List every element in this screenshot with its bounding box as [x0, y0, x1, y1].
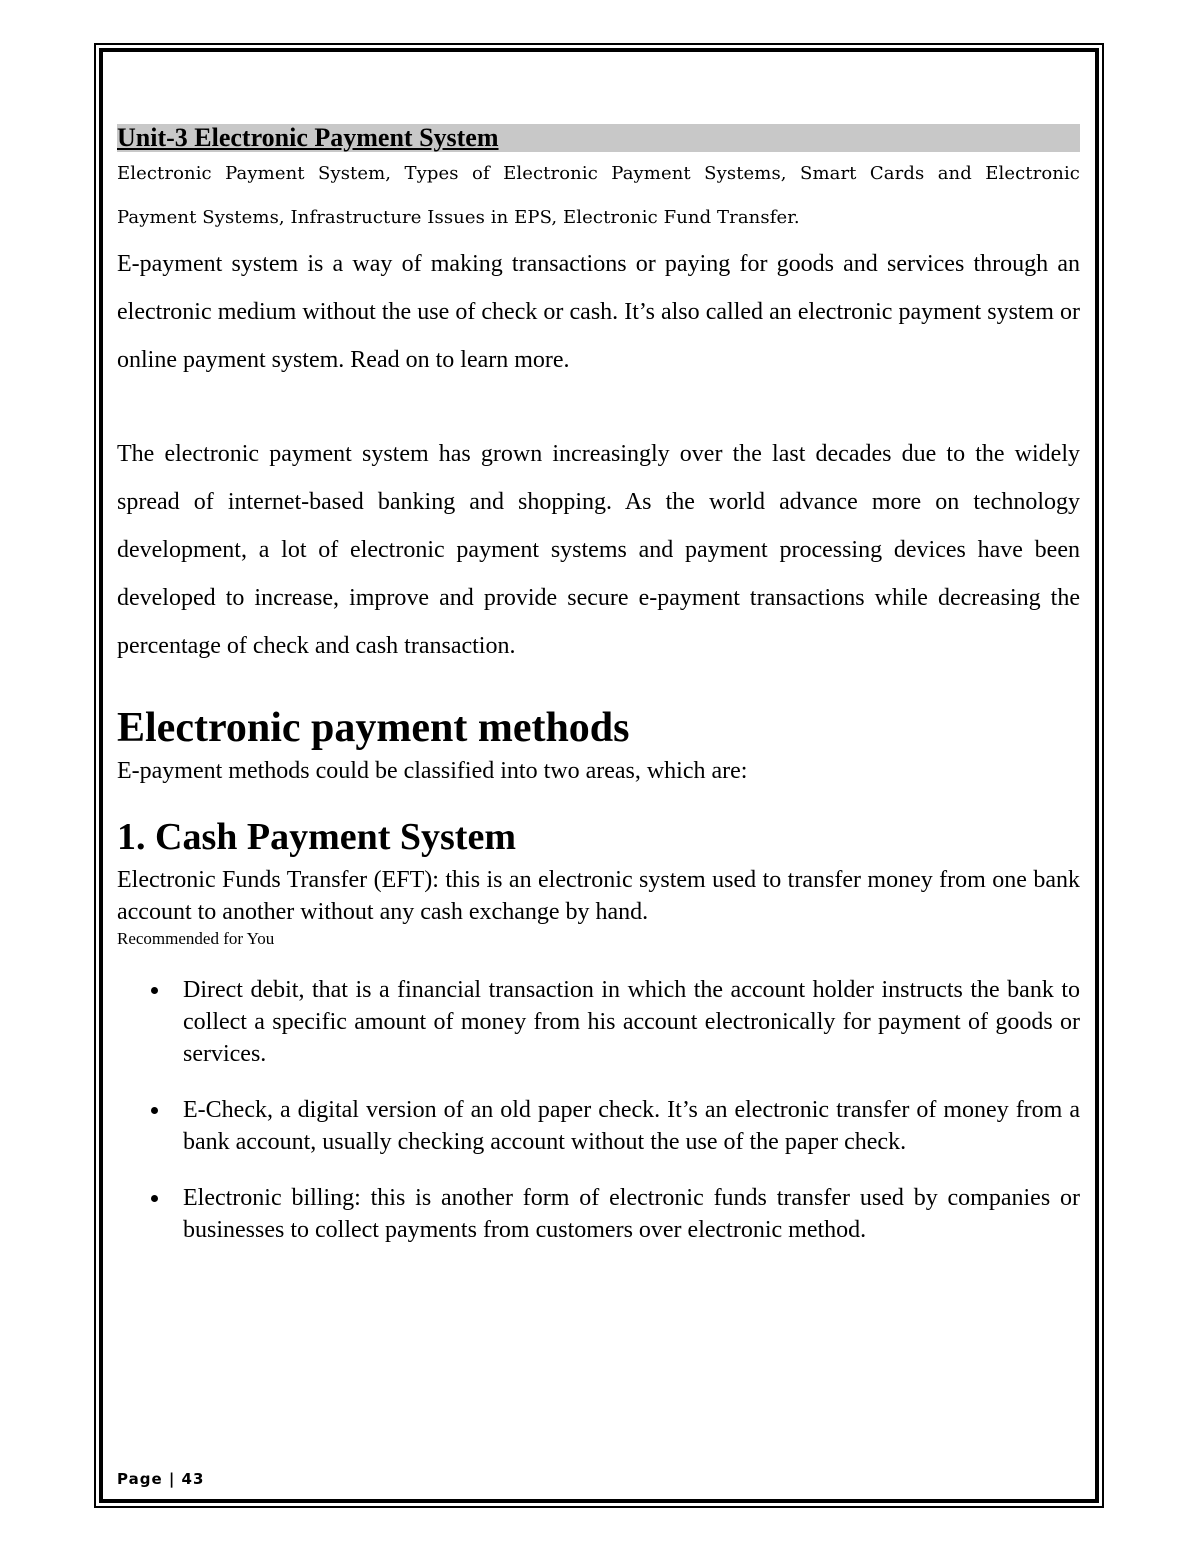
list-item [117, 1094, 1080, 1158]
recommended-label: Recommended for You [117, 929, 275, 948]
page-content [117, 124, 1080, 1270]
section-intro: E-payment methods could be classified into two areas, which are: [117, 758, 748, 784]
page-number: Page | 43 [117, 1470, 205, 1488]
subsection-heading: 1. Cash Payment System [117, 816, 516, 858]
growth-paragraph: The electronic payment system has grown increasingly over the last decades due to the widely spread of internet-based banking and shopping. As the world advance more on technology development, a lot of electronic payment systems and payment processing devices have been developed to increase, improve and provide secure e-payment transactions while decreasing the percentage of check and cash transaction. [117, 441, 1080, 659]
payment-methods-list [117, 974, 1080, 1246]
list-item [117, 1182, 1080, 1246]
list-item-text: Electronic billing: this is another form of electronic funds transfer used by companies or businesses to collect payments from customers over electronic method. [183, 1185, 1080, 1243]
syllabus-topics: Electronic Payment System, Types of Electronic Payment Systems, Smart Cards and Electronic Payment Systems, Infrastructure Issues in EPS, Electronic Fund Transfer. [117, 163, 1080, 228]
list-item-text: E-Check, a digital version of an old paper check. It’s an electronic transfer of money from a bank account, usually checking account without the use of the paper check. [183, 1097, 1080, 1155]
intro-paragraph: E-payment system is a way of making transactions or paying for goods and services through an electronic medium without the use of check or cash. It’s also called an electronic payment system or online payment system. Read on to learn more. [117, 251, 1080, 373]
bullet-icon [151, 1195, 158, 1202]
section-heading: Electronic payment methods [117, 705, 630, 751]
eft-paragraph: Electronic Funds Transfer (EFT): this is an electronic system used to transfer money from one bank account to another without any cash exchange by hand. [117, 867, 1080, 925]
list-item-text: Direct debit, that is a financial transaction in which the account holder instructs the bank to collect a specific amount of money from his account electronically for payment of goods or services. [183, 977, 1080, 1067]
list-item [117, 974, 1080, 1070]
bullet-icon [151, 1107, 158, 1114]
bullet-icon [151, 987, 158, 994]
unit-title: Unit-3 Electronic Payment System [117, 124, 1080, 152]
